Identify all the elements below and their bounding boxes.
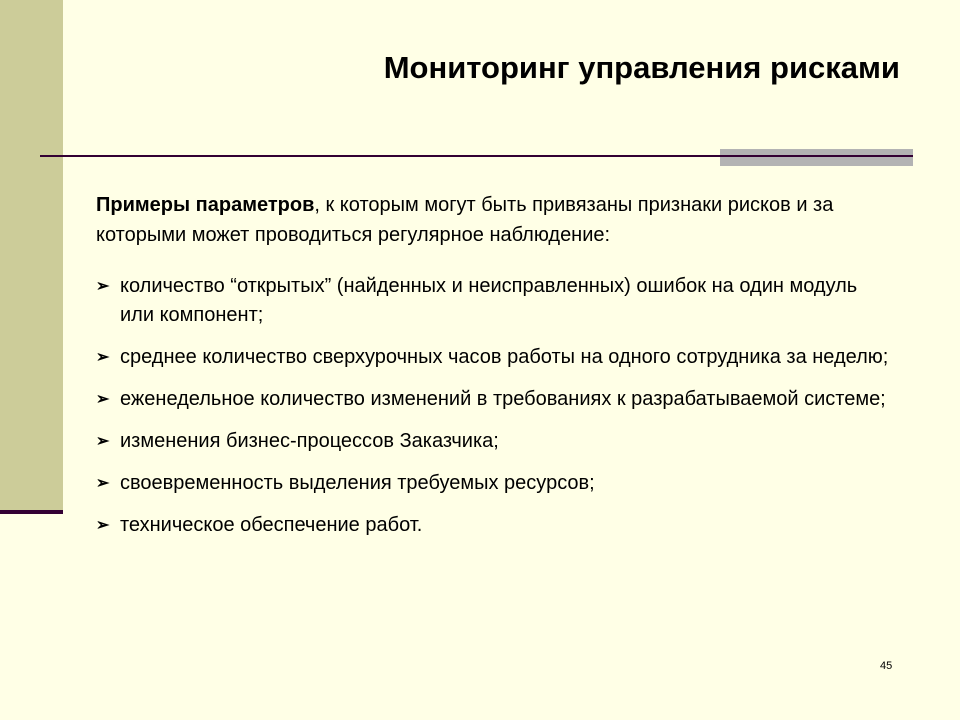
list-item [96, 469, 896, 498]
list-item-text: техническое обеспечение работ. [120, 514, 423, 536]
arrow-bullet-icon: ➢ [96, 278, 110, 295]
list-item [96, 385, 896, 414]
list-item [96, 511, 896, 540]
slide-title: Мониторинг управления рисками [383, 50, 900, 85]
left-decorative-band [0, 0, 63, 513]
list-item [96, 427, 896, 456]
list-item-text: количество “открытых” (найденных и неисправленных) ошибок на один модуль или компонент; [120, 275, 858, 326]
left-band-rule [0, 510, 63, 514]
title-divider-overlay [720, 155, 913, 157]
arrow-bullet-icon: ➢ [96, 433, 110, 450]
arrow-bullet-icon: ➢ [96, 517, 110, 534]
list-item [96, 343, 896, 372]
list-item-text: своевременность выделения требуемых ресурсов; [120, 472, 595, 494]
list-item-text: еженедельное количество изменений в требованиях к разрабатываемой системе; [120, 388, 886, 410]
list-item [96, 272, 896, 330]
intro-bold-text: Примеры параметров [96, 194, 315, 216]
list-item-text: среднее количество сверхурочных часов работы на одного сотрудника за неделю; [120, 346, 889, 368]
title-accent-bar [720, 149, 913, 166]
intro-paragraph [96, 190, 896, 250]
page-number: 45 [880, 660, 893, 672]
slide-body [96, 190, 896, 553]
intro-text: , к которым могут быть привязаны признаки рисков и за которыми может проводиться регулярное наблюдение: [96, 194, 834, 246]
arrow-bullet-icon: ➢ [96, 349, 110, 366]
arrow-bullet-icon: ➢ [96, 475, 110, 492]
list-item-text: изменения бизнес-процессов Заказчика; [120, 430, 499, 452]
arrow-bullet-icon: ➢ [96, 391, 110, 408]
